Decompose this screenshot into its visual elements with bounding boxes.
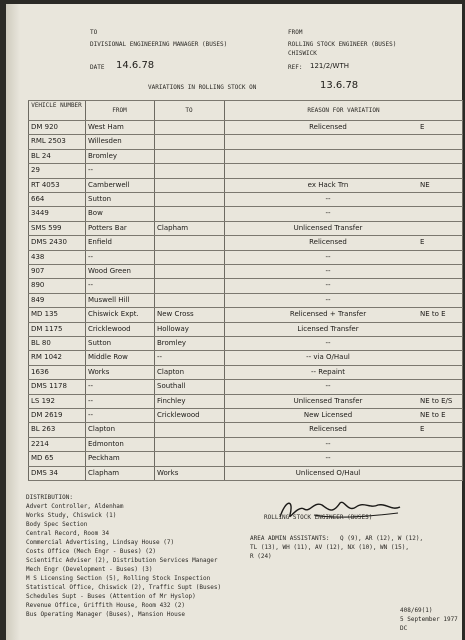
from-garage: Wood Green bbox=[88, 267, 131, 275]
table-row bbox=[28, 120, 463, 134]
vehicle-number: DMS 2430 bbox=[31, 238, 67, 247]
from-garage: Clapham bbox=[88, 468, 120, 477]
variation-code: E bbox=[420, 238, 425, 247]
table-row bbox=[28, 322, 463, 336]
distribution-item: Bus Operating Manager (Buses), Mansion House bbox=[26, 611, 185, 618]
date-value: 14.6.78 bbox=[116, 60, 155, 71]
area-admin-line-2: TL (13), WH (11), AV (12), NX (10), WN (15), bbox=[250, 544, 409, 551]
table-border bbox=[28, 100, 463, 101]
table-row bbox=[28, 250, 463, 264]
vehicle-number: 29 bbox=[31, 166, 40, 175]
distribution-item: Advert Controller, Aldenham bbox=[26, 503, 124, 510]
table-row bbox=[28, 394, 463, 408]
table-row bbox=[28, 163, 463, 177]
table-row bbox=[28, 149, 463, 163]
vehicle-number: DM 2619 bbox=[31, 411, 63, 419]
footer-ref: 408/69(1) bbox=[400, 607, 433, 614]
variation-reason: Licensed Transfer bbox=[297, 324, 359, 333]
variation-code: E bbox=[420, 425, 425, 434]
variation-reason: -- Repaint bbox=[311, 367, 345, 376]
to-garage: -- bbox=[157, 353, 163, 362]
to-label: TO bbox=[90, 29, 98, 36]
from-garage: Willesden bbox=[88, 137, 122, 146]
table-row bbox=[28, 192, 463, 206]
vehicle-number: RT 4053 bbox=[31, 180, 60, 189]
document-sheet bbox=[6, 4, 462, 640]
ref-value: 121/2/WTH bbox=[310, 62, 349, 70]
distribution-item: Body Spec Section bbox=[26, 521, 88, 528]
table-row bbox=[28, 134, 463, 148]
from-garage: West Ham bbox=[88, 123, 124, 131]
variation-reason: -- bbox=[325, 267, 331, 275]
from-garage: -- bbox=[88, 252, 94, 261]
table-border bbox=[28, 480, 463, 481]
distribution-item: Revenue Office, Griffith House, Room 432 (2) bbox=[26, 602, 185, 609]
to-garage: Southall bbox=[157, 382, 186, 391]
from-garage: Chiswick Expt. bbox=[88, 310, 139, 319]
distribution-item: M S Licensing Section (5), Rolling Stock Inspection bbox=[26, 575, 211, 582]
vehicle-number: LS 192 bbox=[31, 396, 55, 405]
vehicle-number: 907 bbox=[31, 267, 45, 275]
variation-reason: New Licensed bbox=[303, 411, 353, 419]
from-garage: Enfield bbox=[88, 238, 112, 247]
table-row bbox=[28, 422, 463, 436]
to-garage: Clapham bbox=[157, 223, 189, 232]
variation-reason: -- bbox=[325, 252, 331, 261]
from-garage: -- bbox=[88, 396, 94, 405]
to-garage: Holloway bbox=[157, 324, 189, 333]
variation-reason: Unlicensed Transfer bbox=[293, 223, 363, 232]
distribution-item: Works Study, Chiswick (1) bbox=[26, 512, 117, 519]
from-garage: Bow bbox=[88, 209, 103, 218]
from-garage: Potters Bar bbox=[88, 223, 127, 232]
area-admin-line-1: Q (9), AR (12), W (12), bbox=[340, 535, 424, 542]
from-garage: Middle Row bbox=[88, 353, 128, 362]
from-garage: Edmonton bbox=[88, 439, 124, 448]
from-garage: Bromley bbox=[88, 151, 118, 160]
vehicle-number: 438 bbox=[31, 252, 45, 261]
vehicle-number: MD 135 bbox=[31, 310, 59, 319]
to-garage: Works bbox=[157, 468, 179, 477]
table-row bbox=[28, 221, 463, 235]
from-garage: -- bbox=[88, 411, 94, 419]
to-garage: New Cross bbox=[157, 310, 194, 319]
variation-reason: -- bbox=[325, 195, 331, 203]
vehicle-number: MD 65 bbox=[31, 454, 54, 463]
table-row bbox=[28, 206, 463, 220]
variations-table bbox=[28, 100, 463, 480]
from-label: FROM bbox=[288, 29, 303, 36]
vehicle-number: DM 1175 bbox=[31, 324, 63, 333]
vehicle-number: DM 920 bbox=[31, 123, 59, 131]
column-header-reason: REASON FOR VARIATION bbox=[307, 107, 380, 114]
from-garage: Sutton bbox=[88, 195, 112, 203]
area-admin-label: AREA ADMIN ASSISTANTS: bbox=[250, 535, 330, 542]
table-row bbox=[28, 264, 463, 278]
from-garage: -- bbox=[88, 166, 94, 175]
vehicle-number: BL 80 bbox=[31, 339, 51, 347]
variation-reason: Unlicensed O/Haul bbox=[295, 468, 361, 477]
table-row bbox=[28, 408, 463, 422]
variation-code: NE to E/S bbox=[420, 396, 453, 405]
variation-reason: -- bbox=[325, 209, 331, 218]
variation-code: NE to E bbox=[420, 310, 446, 319]
from-garage: -- bbox=[88, 281, 94, 290]
table-row bbox=[28, 350, 463, 364]
distribution-item: Scientific Adviser (2), Distribution Services Manager bbox=[26, 557, 218, 564]
distribution-heading: DISTRIBUTION: bbox=[26, 494, 73, 501]
distribution-item: Costs Office (Mech Engr - Buses) (2) bbox=[26, 548, 157, 555]
from-garage: Cricklewood bbox=[88, 324, 131, 333]
variation-reason: -- bbox=[325, 454, 331, 463]
variation-reason: -- bbox=[325, 382, 331, 391]
to-garage: Cricklewood bbox=[157, 411, 200, 419]
table-row bbox=[28, 235, 463, 249]
vehicle-number: RM 1042 bbox=[31, 353, 62, 362]
to-recipient: DIVISIONAL ENGINEERING MANAGER (BUSES) bbox=[90, 41, 228, 48]
table-row bbox=[28, 437, 463, 451]
vehicle-number: RML 2503 bbox=[31, 137, 66, 146]
table-row bbox=[28, 178, 463, 192]
table-row bbox=[28, 466, 463, 480]
vehicle-number: 2214 bbox=[31, 439, 49, 448]
variation-code: E bbox=[420, 123, 425, 131]
column-header-from: FROM bbox=[112, 107, 127, 114]
vehicle-number: BL 24 bbox=[31, 151, 51, 160]
from-garage: Sutton bbox=[88, 339, 112, 347]
variation-reason: ex Hack Trn bbox=[307, 180, 349, 189]
table-row bbox=[28, 307, 463, 321]
vehicle-number: BL 263 bbox=[31, 425, 56, 434]
title-date: 13.6.78 bbox=[320, 80, 359, 91]
table-row bbox=[28, 293, 463, 307]
date-label: DATE bbox=[90, 64, 105, 71]
from-garage: -- bbox=[88, 382, 94, 391]
variation-reason: Relicensed bbox=[309, 123, 347, 131]
from-garage: Works bbox=[88, 367, 110, 376]
variation-code: NE bbox=[420, 180, 430, 189]
vehicle-number: DMS 1178 bbox=[31, 382, 67, 391]
variation-reason: Relicensed bbox=[309, 238, 347, 247]
variation-reason: Relicensed + Transfer bbox=[289, 310, 367, 319]
ref-label: REF: bbox=[288, 64, 303, 71]
vehicle-number: 3449 bbox=[31, 209, 49, 218]
variation-reason: -- bbox=[325, 439, 331, 448]
from-garage: Clapton bbox=[88, 425, 116, 434]
variation-reason: -- bbox=[325, 339, 331, 347]
distribution-item: Mech Engr (Development - Buses) (3) bbox=[26, 566, 153, 573]
distribution-item: Commercial Advertising, Lindsay House (7) bbox=[26, 539, 175, 546]
to-garage: Finchley bbox=[157, 396, 186, 405]
variation-reason: -- via O/Haul bbox=[306, 353, 350, 362]
variation-reason: -- bbox=[325, 281, 331, 290]
variation-reason: Unlicensed Transfer bbox=[293, 396, 363, 405]
distribution-item: Schedules Supt - Buses (Attention of Mr Hyslop) bbox=[26, 593, 196, 600]
column-header-to: TO bbox=[185, 107, 193, 114]
table-row bbox=[28, 278, 463, 292]
vehicle-number: DMS 34 bbox=[31, 468, 59, 477]
table-row bbox=[28, 451, 463, 465]
from-garage: Muswell Hill bbox=[88, 295, 130, 304]
to-garage: Bromley bbox=[157, 339, 187, 347]
from-garage: Camberwell bbox=[88, 180, 130, 189]
table-row bbox=[28, 336, 463, 350]
vehicle-number: 890 bbox=[31, 281, 45, 290]
table-row bbox=[28, 379, 463, 393]
vehicle-number: 664 bbox=[31, 195, 45, 203]
from-line-2: CHISWICK bbox=[288, 50, 317, 57]
distribution-item: Central Record, Room 34 bbox=[26, 530, 110, 537]
vehicle-number: 849 bbox=[31, 295, 45, 304]
footer-date: 5 September 1977 bbox=[400, 616, 458, 623]
from-garage: Peckham bbox=[88, 454, 120, 463]
from-line-1: ROLLING STOCK ENGINEER (BUSES) bbox=[288, 41, 397, 48]
distribution-item: Statistical Office, Chiswick (2), Traffic Supt (Buses) bbox=[26, 584, 222, 591]
variation-code: NE to E bbox=[420, 411, 446, 419]
document-title: VARIATIONS IN ROLLING STOCK ON bbox=[148, 84, 257, 91]
footer-initials: DC bbox=[400, 625, 408, 632]
table-row bbox=[28, 365, 463, 379]
area-admin-line-3: R (24) bbox=[250, 553, 272, 560]
vehicle-number: 1636 bbox=[31, 367, 49, 376]
column-header-vehicle: VEHICLE NUMBER bbox=[31, 102, 82, 109]
vehicle-number: SMS 599 bbox=[31, 223, 62, 232]
to-garage: Clapton bbox=[157, 367, 185, 376]
variation-reason: -- bbox=[325, 295, 331, 304]
variation-reason: Relicensed bbox=[309, 425, 347, 434]
signature-title: ROLLING STOCK ENGINEER (BUSES) bbox=[264, 514, 373, 521]
